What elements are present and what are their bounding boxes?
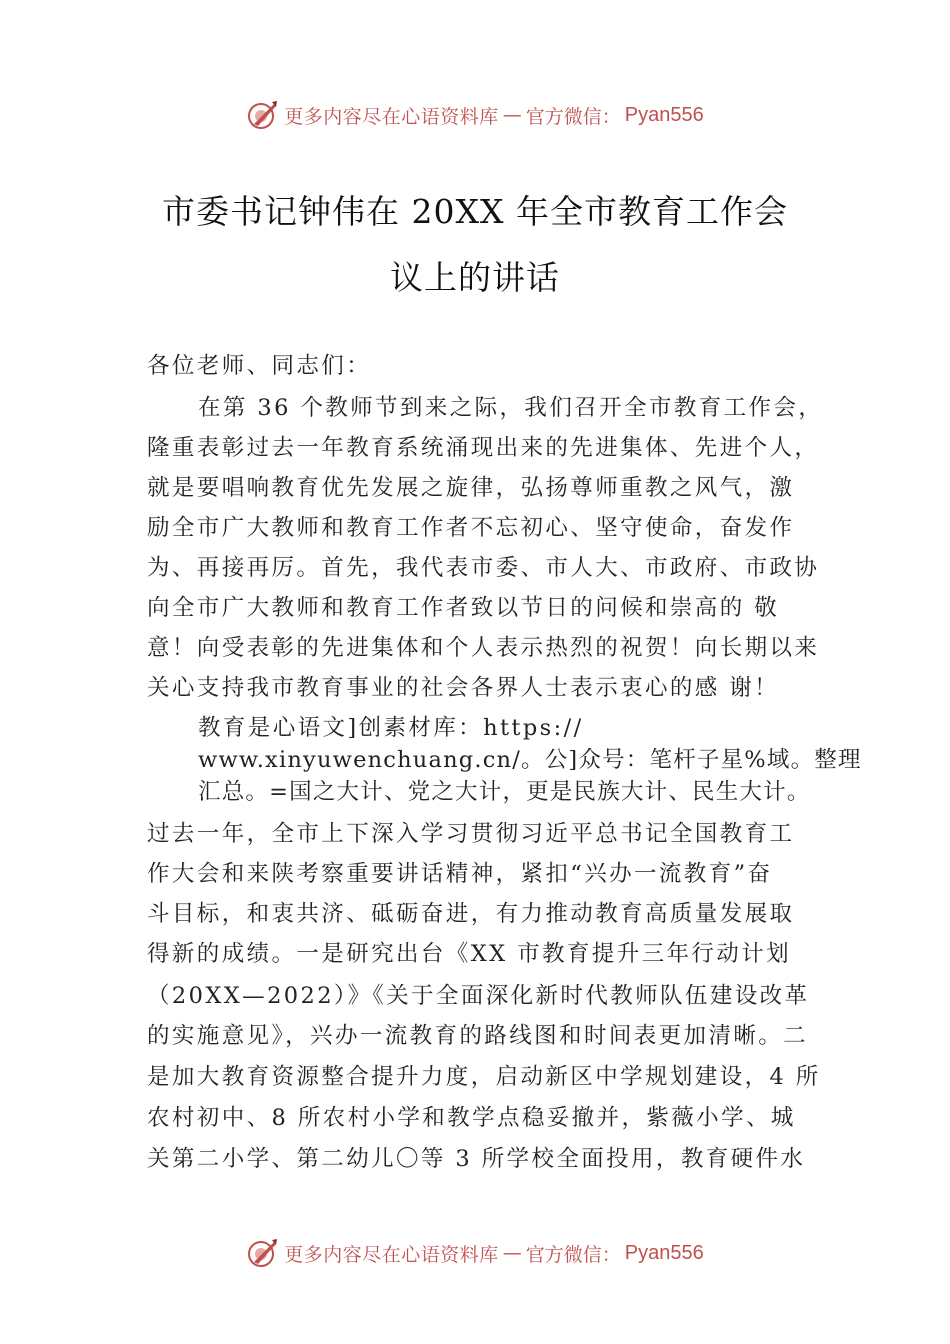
header-watermark [0,95,950,135]
body-line: 汇总。=国之大计、党之大计，更是民族大计、民生大计。 [198,779,811,805]
footer-watermark [0,1233,950,1273]
watermark-separator: — [502,1242,522,1264]
body-line: 是加大教育资源整合提升力度，启动新区中学规划建设，4 所 [147,1064,821,1090]
body-line: 隆重表彰过去一年教育系统涌现出来的先进集体、先进个人， [147,435,820,461]
body-line: 关第二小学、第二幼儿〇等 3 所学校全面投用，教育硬件水 [147,1146,806,1172]
document-title-line-1: 市委书记钟伟在 20XX 年全市教育工作会 [162,192,788,231]
body-line: 为、再接再厉。首先，我代表市委、市人大、市政府、市政协 [147,555,820,581]
document-title-line-2: 议上的讲话 [390,258,560,297]
body-line: 的实施意见》，兴办一流教育的路线图和时间表更加清晰。二 [147,1023,809,1049]
watermark-text: 更多内容尽在心语资料库 [284,105,499,128]
body-line: 各位老师、同志们： [147,353,372,379]
body-line: 农村初中、8 所农村小学和教学点稳妥撤并，紫薇小学、城 [147,1105,796,1131]
body-line: 教育是心语文]创素材库：https:// [198,715,584,741]
body-line: （20XX—2022）》《关于全面深化新时代教师队伍建设改革 [147,983,810,1009]
body-line: 得新的成绩。一是研究出台《XX 市教育提升三年行动计划 [147,941,791,967]
body-line: 作大会和来陕考察重要讲话精神，紧扣“兴办一流教育”奋 [147,861,773,887]
watermark-separator: — [502,104,522,126]
watermark-text: 更多内容尽在心语资料库 [284,1243,499,1266]
watermark-wechat-id: Pyan556 [624,1241,704,1264]
body-line: www.xinyuwenchuang.cn/。公]众号：笔杆子星%域。整理 [198,747,862,773]
watermark-wechat-id: Pyan556 [624,103,704,126]
quill-logo-icon [246,1236,280,1270]
quill-logo-icon [246,98,280,132]
watermark-label: 官方微信： [525,105,621,128]
body-line: 意！向受表彰的先进集体和个人表示热烈的祝贺！向长期以来 [147,635,820,661]
body-line: 斗目标，和衷共济、砥砺奋进，有力推动教育高质量发展取 [147,901,795,927]
body-line: 励全市广大教师和教育工作者不忘初心、坚守使命，奋发作 [147,515,795,541]
body-line: 过去一年，全市上下深入学习贯彻习近平总书记全国教育工 [147,821,795,847]
body-line: 关心支持我市教育事业的社会各界人士表示衷心的感 谢！ [147,675,780,701]
body-line: 就是要唱响教育优先发展之旋律，弘扬尊师重教之风气，激 [147,475,795,501]
body-line: 向全市广大教师和教育工作者致以节日的问候和崇高的 敬 [147,595,780,621]
watermark-label: 官方微信： [525,1243,621,1266]
body-line: 在第 36 个教师节到来之际，我们召开全市教育工作会， [198,395,824,421]
